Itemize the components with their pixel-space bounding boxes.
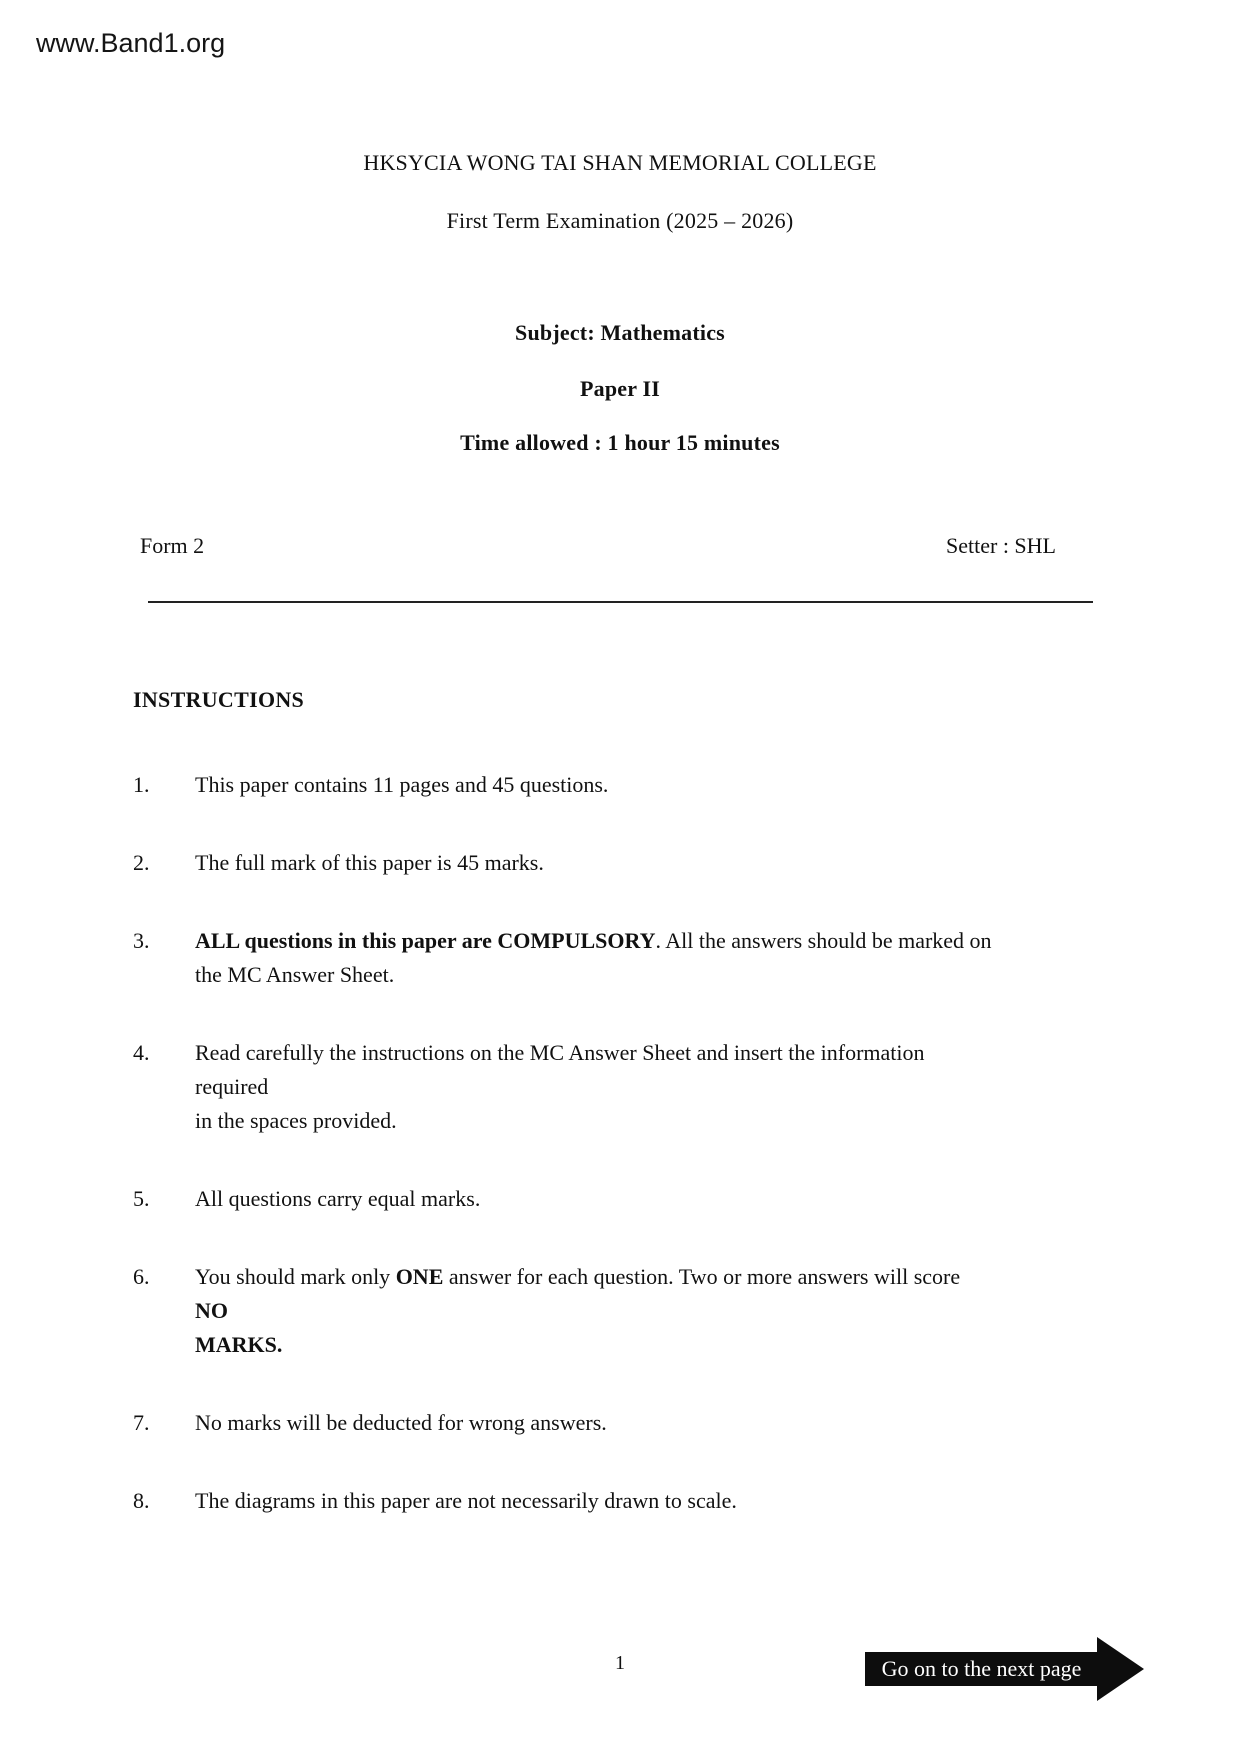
instruction-item <box>133 1036 993 1138</box>
instruction-text <box>195 1406 993 1440</box>
instruction-number: 6. <box>133 1264 150 1289</box>
instruction-line: This paper contains 11 pages and 45 questions. <box>195 772 609 797</box>
instruction-text <box>195 1036 993 1138</box>
time-allowed-line: Time allowed : 1 hour 15 minutes <box>460 430 780 455</box>
instruction-item <box>133 1260 993 1362</box>
instruction-text <box>195 768 993 802</box>
instruction-line: the MC Answer Sheet. <box>195 962 395 987</box>
paper-line: Paper II <box>579 376 661 401</box>
page-number: 1 <box>615 1652 625 1674</box>
form-label: Form 2 <box>140 533 205 558</box>
instruction-number: 5. <box>133 1186 150 1211</box>
instruction-text <box>195 1484 993 1518</box>
setter-label: Setter : SHL <box>946 533 1056 558</box>
instruction-number: 1. <box>133 772 150 797</box>
instruction-number: 8. <box>133 1488 150 1513</box>
instruction-item <box>133 768 993 802</box>
instruction-item <box>133 1484 993 1518</box>
instruction-item <box>133 1406 993 1440</box>
instruction-text <box>195 924 993 992</box>
instruction-text <box>195 846 993 880</box>
instruction-number: 4. <box>133 1040 150 1065</box>
header-divider <box>148 601 1093 603</box>
instruction-item <box>133 924 993 992</box>
instruction-text <box>195 1260 993 1362</box>
instruction-line: All questions carry equal marks. <box>195 1186 481 1211</box>
instructions-list <box>133 768 993 1562</box>
instruction-number: 7. <box>133 1410 150 1435</box>
exam-title: First Term Examination (2025 – 2026) <box>446 208 794 233</box>
instruction-line: The diagrams in this paper are not necessarily drawn to scale. <box>195 1488 737 1513</box>
instruction-line: MARKS. <box>195 1332 283 1357</box>
subject-line: Subject: Mathematics <box>515 320 725 345</box>
instruction-number: 2. <box>133 850 150 875</box>
next-page-arrow-icon <box>1097 1637 1144 1701</box>
instruction-line: No marks will be deducted for wrong answers. <box>195 1410 607 1435</box>
instruction-line: ALL questions in this paper are COMPULSORY. All the answers should be marked on <box>195 928 992 953</box>
instruction-line: Read carefully the instructions on the MC Answer Sheet and insert the information required <box>195 1040 925 1099</box>
instruction-line: in the spaces provided. <box>195 1108 397 1133</box>
school-name: HKSYCIA WONG TAI SHAN MEMORIAL COLLEGE <box>363 150 877 175</box>
instruction-item <box>133 846 993 880</box>
instruction-line: You should mark only ONE answer for each question. Two or more answers will score NO <box>195 1264 961 1323</box>
instruction-line: The full mark of this paper is 45 marks. <box>195 850 544 875</box>
instruction-text <box>195 1182 993 1216</box>
site-watermark: www.Band1.org <box>36 28 226 58</box>
go-next-page-banner: Go on to the next page <box>865 1652 1098 1686</box>
instruction-number: 3. <box>133 928 150 953</box>
instructions-heading: INSTRUCTIONS <box>133 687 305 712</box>
instruction-item <box>133 1182 993 1216</box>
